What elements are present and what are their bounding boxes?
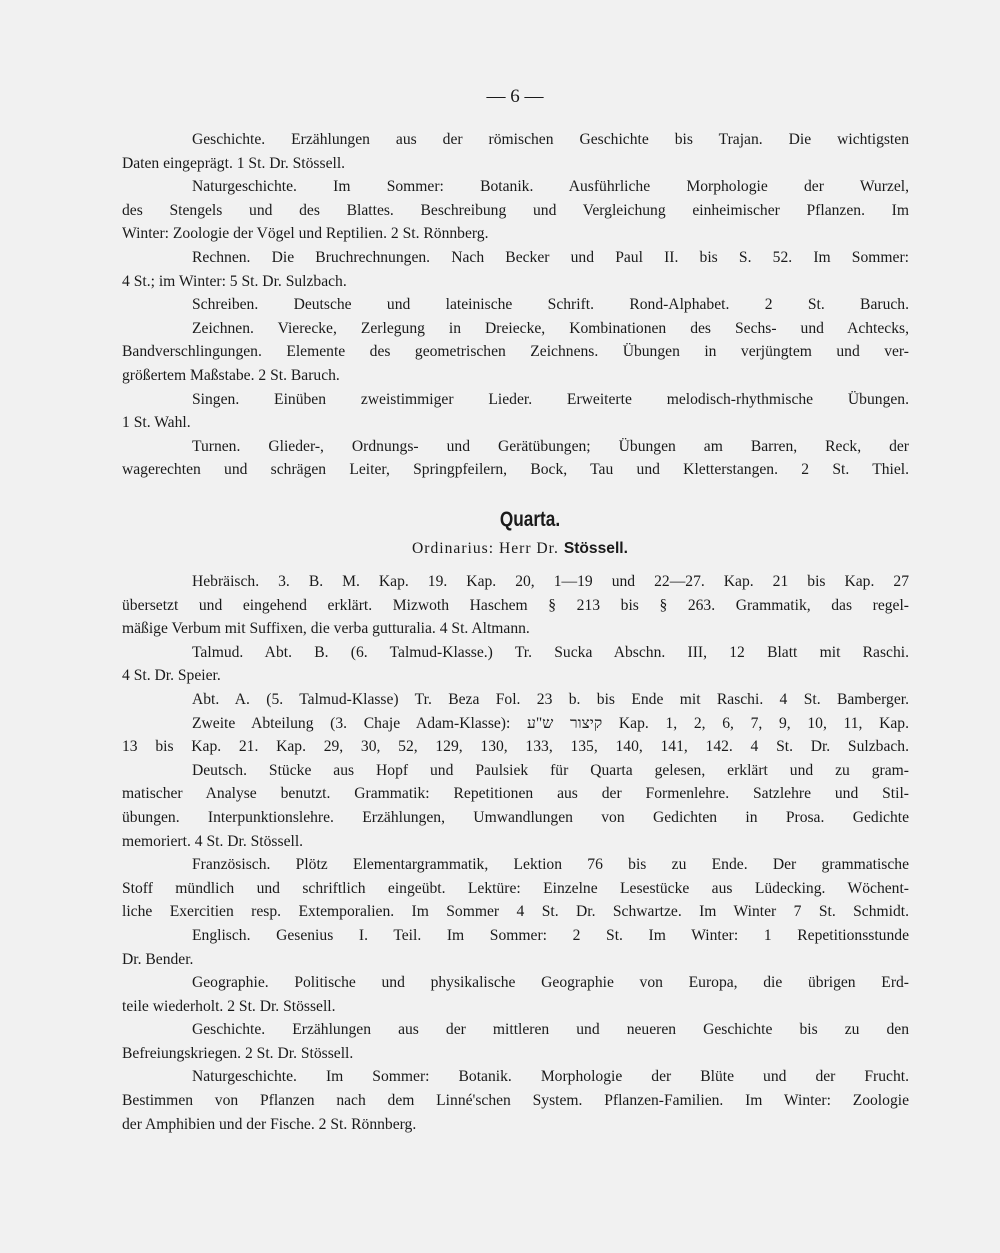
line-text: Englisch. Gesenius I. Teil. Im Sommer: 2 St. Im Winter: 1 Repetitionsstunde [192,926,909,944]
paragraph-line [122,152,909,176]
line-text: Geschichte. Erzählungen aus der mittleren und neueren Geschichte bis zu den [192,1021,909,1039]
line-text: Deutsch. Stücke aus Hopf und Paulsiek für Quarta gelesen, erklärt und zu gram- [192,761,909,779]
paragraph-line [122,1018,909,1042]
paragraph-line [122,128,909,152]
line-text: Rechnen. Die Bruchrechnungen. Nach Becker und Paul II. bis S. 52. Im Sommer: [192,248,909,266]
paragraph-line [122,806,909,830]
line-text: Naturgeschichte. Im Sommer: Botanik. Morphologie der Blüte und der Frucht. [192,1068,909,1086]
line-text: matischer Analyse benutzt. Grammatik: Repetitionen aus der Formenlehre. Satzlehre und Stil- [122,785,909,803]
paragraph-line [122,924,909,948]
paragraph-line [122,570,909,594]
line-text: Bestimmen von Pflanzen nach dem Linné'schen System. Pflanzen-Familien. Im Winter: Zoologie [122,1092,909,1110]
line-text: 4 St. Dr. Speier. [122,667,221,685]
line-text: teile wiederholt. 2 St. Dr. Stössell. [122,997,336,1015]
line-text: größertem Maßstabe. 2 St. Baruch. [122,366,340,384]
line-text: übersetzt und eingehend erklärt. Mizwoth Haschem § 213 bis § 263. Grammatik, das regel- [122,596,909,614]
line-text: Zweite Abteilung (3. Chaje Adam-Klasse): קיצור ש"ע Kap. 1, 2, 6, 7, 9, 10, 11, Kap. [192,714,909,732]
paragraph-line [122,712,909,736]
paragraph-line [122,270,909,294]
section-bottom [122,570,909,1136]
line-text: 4 St.; im Winter: 5 St. Dr. Sulzbach. [122,272,347,290]
paragraph-line [122,688,909,712]
line-text: des Stengels und des Blattes. Beschreibung und Vergleichung einheimischer Pflanzen. Im [122,201,909,219]
paragraph-line [122,293,909,317]
line-text: übungen. Interpunktionslehre. Erzählungen, Umwandlungen von Gedichten in Prosa. Gedichte [122,808,909,826]
line-text: liche Exercitien resp. Extemporalien. Im Sommer 4 St. Dr. Schwartze. Im Winter 7 St. Schmidt. [122,903,909,921]
paragraph-line [122,199,909,223]
paragraph-line [122,900,909,924]
paragraph-line [122,995,909,1019]
paragraph-line [122,340,909,364]
paragraph-line [122,317,909,341]
subheading-label: Ordinarius: Herr Dr. [412,540,564,557]
paragraph-line [122,664,909,688]
line-text: Französisch. Plötz Elementargrammatik, Lektion 76 bis zu Ende. Der grammatische [192,856,909,874]
line-text: Geschichte. Erzählungen aus der römischen Geschichte bis Trajan. Die wichtigsten [192,131,909,148]
line-text: wagerechten und schrägen Leiter, Springpfeilern, Bock, Tau und Kletterstangen. 2 St. Thiel. [122,461,909,479]
line-text: Naturgeschichte. Im Sommer: Botanik. Ausführliche Morphologie der Wurzel, [192,178,909,196]
paragraph-line [122,1089,909,1113]
line-text: Schreiben. Deutsche und lateinische Schrift. Rond-Alphabet. 2 St. Baruch. [192,296,909,314]
paragraph-line [122,948,909,972]
paragraph-line [122,735,909,759]
paragraph-line [122,175,909,199]
line-text: Stoff mündlich und schriftlich eingeübt. Lektüre: Einzelne Lesestücke aus Lüdecking. Wöchent- [122,879,909,897]
paragraph-line [122,877,909,901]
line-text: Zeichnen. Vierecke, Zerlegung in Dreiecke, Kombinationen des Sechs- und Achtecks, [192,319,909,337]
line-text: Hebräisch. 3. B. M. Kap. 19. Kap. 20, 1—19 und 22—27. Kap. 21 bis Kap. 27 [192,573,909,590]
page-number: — 6 — [486,86,544,107]
paragraph-line [122,246,909,270]
paragraph-line [122,641,909,665]
section-top [122,128,909,482]
line-text: Geographie. Politische und physikalische Geographie von Europa, die übrigen Erd- [192,974,909,992]
paragraph-line [122,364,909,388]
line-text: 1 St. Wahl. [122,414,191,432]
subheading-name: Stössell. [563,540,628,557]
paragraph-line [122,617,909,641]
paragraph-line [122,853,909,877]
paragraph-line [122,594,909,618]
line-text: Dr. Bender. [122,950,194,968]
line-text: Befreiungskriegen. 2 St. Dr. Stössell. [122,1044,354,1062]
line-text: memoriert. 4 St. Dr. Stössell. [122,832,304,850]
paragraph-line [122,782,909,806]
paragraph-line [122,971,909,995]
line-text: Abt. A. (5. Talmud-Klasse) Tr. Beza Fol. 23 b. bis Ende mit Raschi. 4 St. Bamberger. [192,690,909,708]
paragraph-line [122,1113,909,1137]
line-text: der Amphibien und der Fische. 2 St. Rönnberg. [122,1115,417,1133]
line-text: 13 bis Kap. 21. Kap. 29, 30, 52, 129, 130, 133, 135, 140, 141, 142. 4 St. Dr. Sulzbach. [122,738,909,756]
section-subheading [0,540,1000,558]
line-text: Bandverschlingungen. Elemente des geometrischen Zeichnens. Übungen in verjüngtem und ver- [122,343,909,361]
paragraph-line [122,435,909,459]
paragraph-line [122,759,909,783]
paragraph-line [122,458,909,482]
line-text: mäßige Verbum mit Suffixen, die verba gutturalia. 4 St. Altmann. [122,620,530,638]
paragraph-line [122,388,909,412]
paragraph-line [122,411,909,435]
section-heading: Quarta. [499,508,561,531]
line-text: Turnen. Glieder-, Ordnungs- und Gerätübungen; Übungen am Barren, Reck, der [192,437,909,455]
paragraph-line [122,830,909,854]
line-text: Singen. Einüben zweistimmiger Lieder. Erweiterte melodisch-rhythmische Übungen. [192,390,909,408]
line-text: Winter: Zoologie der Vögel und Reptilien. 2 St. Rönnberg. [122,225,489,243]
line-text: Daten eingeprägt. 1 St. Dr. Stössell. [122,154,346,172]
paragraph-line [122,1042,909,1066]
paragraph-line [122,1065,909,1089]
paragraph-line [122,222,909,246]
line-text: Talmud. Abt. B. (6. Talmud-Klasse.) Tr. Sucka Abschn. III, 12 Blatt mit Raschi. [192,643,909,661]
